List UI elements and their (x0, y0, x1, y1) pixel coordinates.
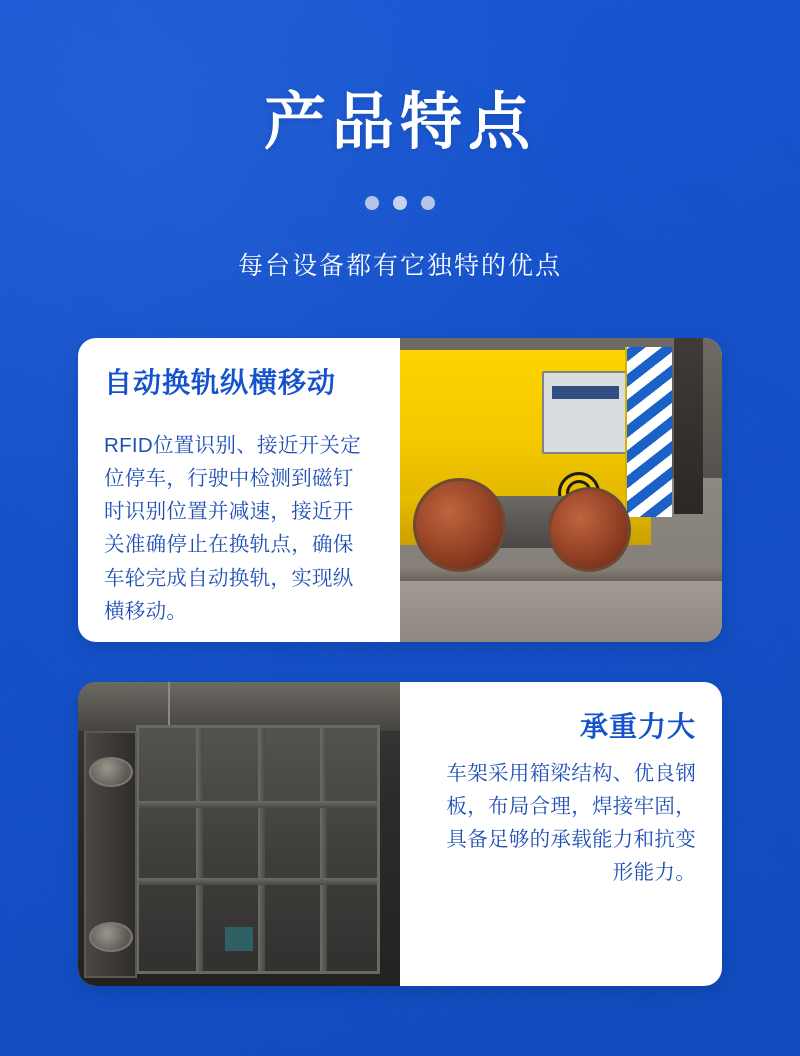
photo-rib (196, 728, 203, 971)
feature-card-body: 车架采用箱梁结构、优良钢板，布局合理，焊接牢固，具备足够的承载能力和抗变形能力。 (446, 761, 696, 885)
photo-rib (320, 728, 327, 971)
page-subtitle: 每台设备都有它独特的优点 (237, 252, 562, 280)
photo-wheel (413, 478, 506, 572)
decorative-dots (0, 196, 800, 210)
page-header (0, 0, 800, 282)
feature-card-body: RFID位置识别、接近开关定位停车，行驶中检测到磁钉时识别位置并减速，接近开关准确停止在换轨点，确保车轮完成自动换轨，实现纵横移动。 (104, 433, 362, 623)
photo-wheel (548, 487, 631, 572)
feature-card-text (400, 682, 722, 986)
photo-illustration (400, 338, 722, 642)
feature-card (78, 338, 722, 642)
dot-icon (421, 196, 435, 210)
feature-card-photo-steel-frame (78, 682, 400, 986)
dot-icon (393, 196, 407, 210)
feature-card-list (0, 338, 800, 986)
feature-card-photo-transfer-cart (400, 338, 722, 642)
photo-rib (258, 728, 265, 971)
photo-warning-stripes (625, 347, 672, 517)
photo-background-wall (78, 682, 400, 731)
feature-card-text (78, 338, 400, 642)
photo-control-panel (542, 371, 630, 454)
photo-dark-post (674, 338, 703, 514)
photo-paint-mark (225, 927, 254, 951)
photo-cable (168, 682, 170, 731)
page-title: 产品特点 (263, 88, 536, 157)
feature-card (78, 682, 722, 986)
photo-bolt-ring (89, 922, 133, 952)
photo-box-beam (84, 731, 136, 978)
photo-illustration (78, 682, 400, 986)
feature-card-title: 自动换轨纵横移动 (104, 367, 337, 398)
feature-card-title: 承重力大 (579, 711, 696, 742)
photo-rib (139, 801, 377, 808)
photo-rib (139, 878, 377, 885)
photo-steel-plate (136, 725, 380, 974)
photo-bolt-ring (89, 757, 133, 787)
dot-icon (365, 196, 379, 210)
